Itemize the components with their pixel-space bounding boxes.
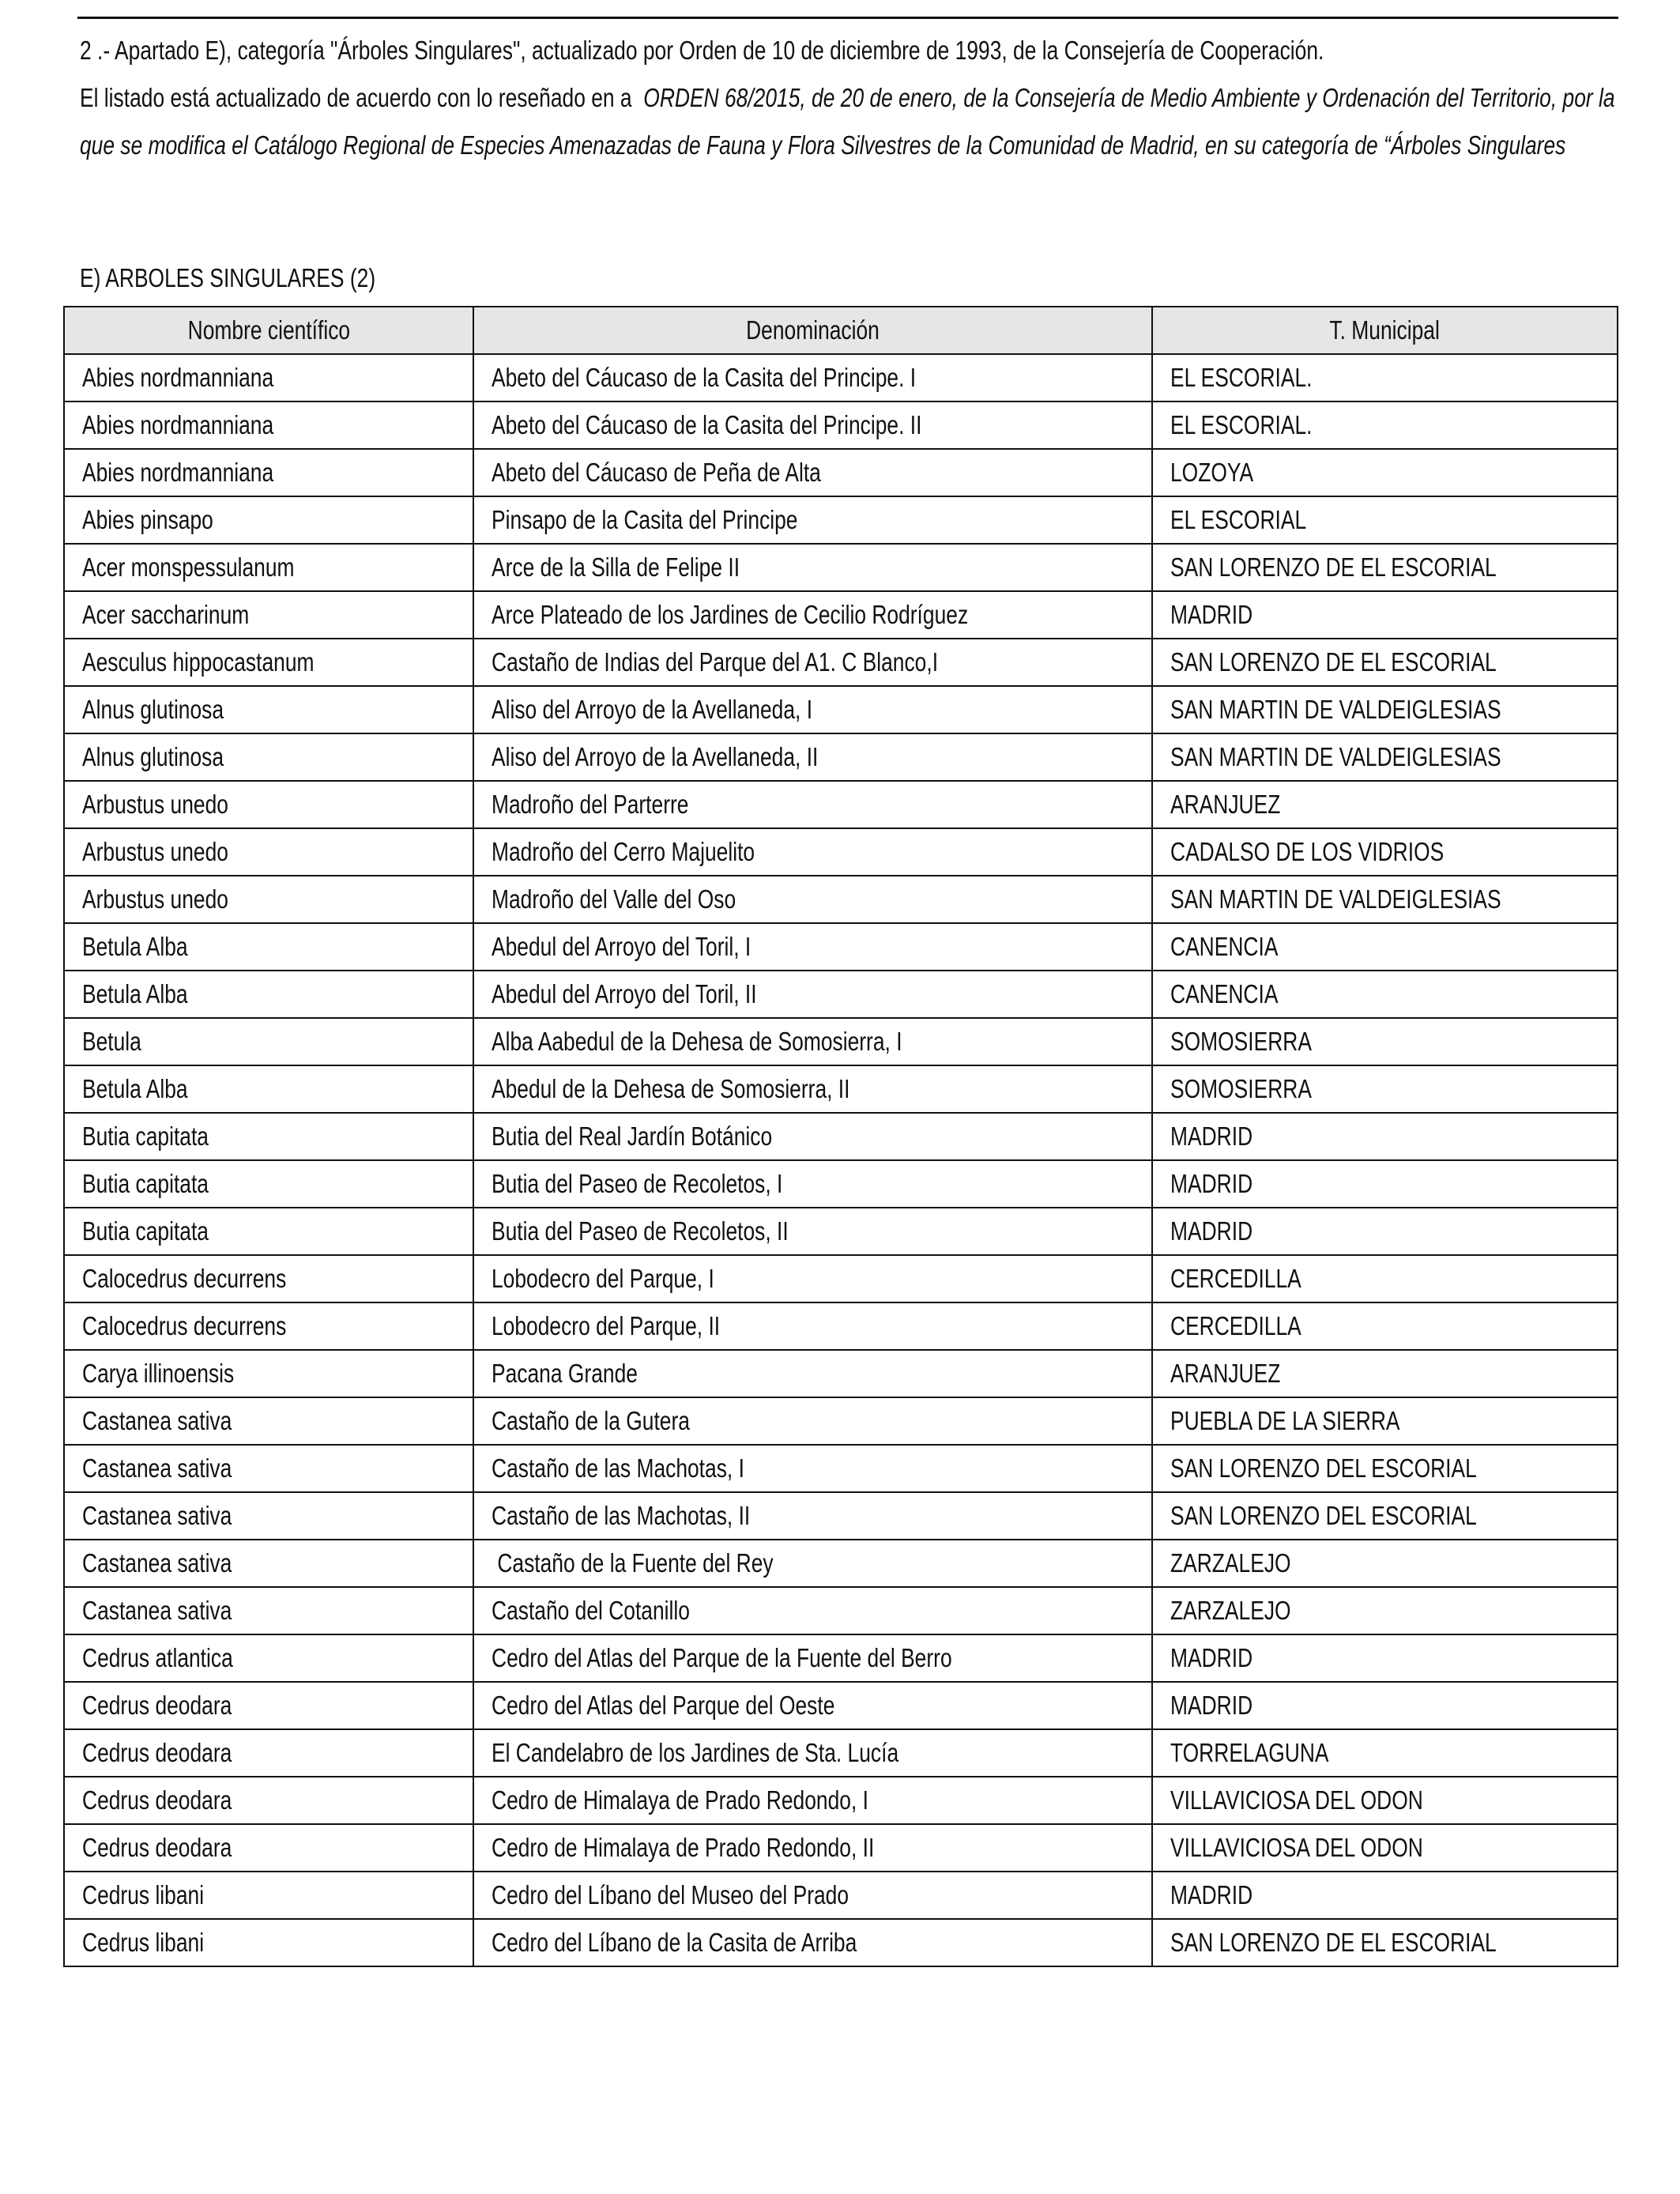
cell-municipality xyxy=(1152,1445,1618,1492)
cell-denomination-text: Lobodecro del Parque, II xyxy=(492,1311,721,1340)
cell-municipality-text: MADRID xyxy=(1170,1169,1253,1198)
cell-denomination xyxy=(473,1540,1152,1587)
cell-scientific-name xyxy=(64,639,473,686)
cell-denomination xyxy=(473,1492,1152,1540)
cell-denomination xyxy=(473,1018,1152,1065)
cell-scientific-name-text: Carya illinoensis xyxy=(82,1359,235,1388)
cell-denomination xyxy=(473,1445,1152,1492)
table-row xyxy=(64,1540,1618,1587)
cell-denomination-text: El Candelabro de los Jardines de Sta. Lucía xyxy=(492,1738,899,1767)
cell-municipality xyxy=(1152,354,1618,401)
section-title: E) ARBOLES SINGULARES (2) xyxy=(80,263,376,292)
cell-municipality-text: SAN LORENZO DE EL ESCORIAL xyxy=(1170,552,1497,582)
singular-trees-table xyxy=(63,306,1618,1967)
cell-denomination-text: Cedro del Líbano del Museo del Prado xyxy=(492,1880,849,1909)
cell-municipality-text: SAN LORENZO DE EL ESCORIAL xyxy=(1170,647,1497,677)
cell-denomination xyxy=(473,591,1152,639)
table-row xyxy=(64,1255,1618,1302)
cell-scientific-name xyxy=(64,1113,473,1160)
cell-denomination xyxy=(473,639,1152,686)
cell-scientific-name-text: Cedrus deodara xyxy=(82,1833,232,1862)
cell-denomination-text: Pinsapo de la Casita del Principe xyxy=(492,505,798,534)
cell-municipality xyxy=(1152,971,1618,1018)
cell-municipality-text: MADRID xyxy=(1170,1880,1253,1909)
table-row xyxy=(64,1302,1618,1350)
cell-scientific-name xyxy=(64,1160,473,1208)
cell-municipality-text: CADALSO DE LOS VIDRIOS xyxy=(1170,837,1445,866)
intro-text xyxy=(80,27,1618,169)
cell-municipality-text: MADRID xyxy=(1170,1691,1253,1720)
table-row xyxy=(64,544,1618,591)
cell-municipality-text: MADRID xyxy=(1170,600,1253,629)
cell-municipality xyxy=(1152,544,1618,591)
intro-line-1: 2 .- Apartado E), categoría "Árboles Singulares", actualizado por Orden de 10 de diciembre de 1993, de la Consejería de Cooperación. xyxy=(80,36,1324,65)
cell-scientific-name xyxy=(64,1872,473,1919)
cell-denomination-text: Castaño de las Machotas, II xyxy=(492,1501,751,1530)
cell-municipality xyxy=(1152,1634,1618,1682)
cell-scientific-name-text: Cedrus deodara xyxy=(82,1738,232,1767)
cell-denomination-text: Abedul del Arroyo del Toril, II xyxy=(492,979,757,1008)
cell-denomination xyxy=(473,1208,1152,1255)
cell-municipality-text: ZARZALEJO xyxy=(1170,1596,1291,1625)
cell-scientific-name-text: Castanea sativa xyxy=(82,1453,232,1483)
cell-municipality xyxy=(1152,1729,1618,1777)
cell-scientific-name xyxy=(64,591,473,639)
cell-municipality xyxy=(1152,1777,1618,1824)
cell-scientific-name xyxy=(64,876,473,923)
cell-municipality-text: TORRELAGUNA xyxy=(1170,1738,1329,1767)
cell-municipality-text: MADRID xyxy=(1170,1216,1253,1246)
cell-scientific-name-text: Cedrus libani xyxy=(82,1880,205,1909)
cell-scientific-name xyxy=(64,1018,473,1065)
cell-scientific-name-text: Castanea sativa xyxy=(82,1548,232,1578)
table-row xyxy=(64,496,1618,544)
cell-denomination-text: Butia del Paseo de Recoletos, I xyxy=(492,1169,783,1198)
cell-denomination xyxy=(473,828,1152,876)
cell-denomination xyxy=(473,1682,1152,1729)
top-rule xyxy=(77,17,1618,19)
cell-denomination-text: Madroño del Cerro Majuelito xyxy=(492,837,755,866)
cell-municipality xyxy=(1152,1018,1618,1065)
cell-scientific-name-text: Arbustus unedo xyxy=(82,837,228,866)
cell-scientific-name-text: Castanea sativa xyxy=(82,1501,232,1530)
cell-denomination xyxy=(473,1634,1152,1682)
cell-denomination-text: Arce Plateado de los Jardines de Cecilio Rodríguez xyxy=(492,600,969,629)
cell-scientific-name-text: Alnus glutinosa xyxy=(82,742,224,771)
cell-denomination-text: Cedro de Himalaya de Prado Redondo, II xyxy=(492,1833,875,1862)
cell-municipality-text: SAN LORENZO DEL ESCORIAL xyxy=(1170,1501,1477,1530)
cell-municipality xyxy=(1152,1682,1618,1729)
table-row xyxy=(64,639,1618,686)
cell-scientific-name-text: Butia capitata xyxy=(82,1216,209,1246)
cell-scientific-name xyxy=(64,1065,473,1113)
cell-scientific-name-text: Castanea sativa xyxy=(82,1406,232,1435)
cell-denomination xyxy=(473,544,1152,591)
cell-scientific-name-text: Butia capitata xyxy=(82,1122,209,1151)
cell-denomination-text: Aliso del Arroyo de la Avellaneda, II xyxy=(492,742,819,771)
cell-denomination-text: Castaño de la Gutera xyxy=(492,1406,690,1435)
table-row xyxy=(64,876,1618,923)
cell-scientific-name-text: Alnus glutinosa xyxy=(82,695,224,724)
cell-scientific-name-text: Calocedrus decurrens xyxy=(82,1264,287,1293)
cell-municipality xyxy=(1152,733,1618,781)
cell-scientific-name-text: Butia capitata xyxy=(82,1169,209,1198)
cell-denomination xyxy=(473,733,1152,781)
cell-denomination xyxy=(473,1350,1152,1397)
cell-denomination-text: Cedro del Atlas del Parque de la Fuente del Berro xyxy=(492,1643,952,1672)
cell-municipality-text: PUEBLA DE LA SIERRA xyxy=(1170,1406,1400,1435)
cell-scientific-name xyxy=(64,923,473,971)
table-row xyxy=(64,1587,1618,1634)
cell-denomination-text: Abeto del Cáucaso de Peña de Alta xyxy=(492,458,821,487)
intro-order-reference: ORDEN 68/2015, de 20 de enero, de la Consejería de Medio Ambiente y Ordenación del Territorio, por la que se modifica el Catálogo Regional de Especies Amenazadas de Fauna y Flora Silvestres de la Comunidad de Madrid, en su categoría de “Árboles Singulares xyxy=(80,83,1615,160)
cell-denomination-text: Arce de la Silla de Felipe II xyxy=(492,552,740,582)
cell-scientific-name-text: Betula Alba xyxy=(82,932,188,961)
cell-denomination-text: Castaño de las Machotas, I xyxy=(492,1453,744,1483)
table-row xyxy=(64,733,1618,781)
cell-denomination xyxy=(473,1824,1152,1872)
cell-denomination-text: Lobodecro del Parque, I xyxy=(492,1264,714,1293)
cell-scientific-name xyxy=(64,1492,473,1540)
cell-scientific-name xyxy=(64,1587,473,1634)
cell-scientific-name-text: Abies nordmanniana xyxy=(82,410,274,439)
cell-municipality-text: SAN LORENZO DE EL ESCORIAL xyxy=(1170,1928,1497,1957)
cell-denomination xyxy=(473,1587,1152,1634)
cell-municipality-text: ARANJUEZ xyxy=(1170,790,1281,819)
cell-denomination-text: Castaño de Indias del Parque del A1. C Blanco,I xyxy=(492,647,939,677)
cell-municipality xyxy=(1152,1208,1618,1255)
table-row xyxy=(64,1824,1618,1872)
cell-scientific-name xyxy=(64,401,473,449)
cell-denomination xyxy=(473,401,1152,449)
cell-denomination xyxy=(473,354,1152,401)
cell-municipality xyxy=(1152,1540,1618,1587)
table-row xyxy=(64,354,1618,401)
table-row xyxy=(64,1777,1618,1824)
table-row xyxy=(64,828,1618,876)
cell-scientific-name xyxy=(64,1634,473,1682)
cell-scientific-name xyxy=(64,1350,473,1397)
cell-denomination xyxy=(473,1919,1152,1966)
cell-denomination-text: Castaño del Cotanillo xyxy=(492,1596,690,1625)
cell-denomination-text: Abedul de la Dehesa de Somosierra, II xyxy=(492,1074,850,1103)
table-row xyxy=(64,1208,1618,1255)
column-header-municipality: T. Municipal xyxy=(1152,307,1618,354)
cell-denomination-text: Pacana Grande xyxy=(492,1359,638,1388)
cell-scientific-name xyxy=(64,1540,473,1587)
cell-scientific-name-text: Abies pinsapo xyxy=(82,505,213,534)
table-row xyxy=(64,401,1618,449)
cell-denomination xyxy=(473,496,1152,544)
table-row xyxy=(64,1018,1618,1065)
cell-municipality xyxy=(1152,686,1618,733)
cell-scientific-name-text: Cedrus libani xyxy=(82,1928,205,1957)
cell-municipality xyxy=(1152,1587,1618,1634)
table-row xyxy=(64,1065,1618,1113)
cell-municipality-text: SAN MARTIN DE VALDEIGLESIAS xyxy=(1170,742,1501,771)
column-header-scientific-name: Nombre científico xyxy=(64,307,473,354)
cell-municipality xyxy=(1152,1302,1618,1350)
table-row xyxy=(64,1872,1618,1919)
cell-municipality xyxy=(1152,1919,1618,1966)
cell-municipality-text: SAN LORENZO DEL ESCORIAL xyxy=(1170,1453,1477,1483)
cell-denomination-text: Castaño de la Fuente del Rey xyxy=(492,1548,774,1578)
cell-scientific-name-text: Abies nordmanniana xyxy=(82,458,274,487)
cell-scientific-name-text: Betula xyxy=(82,1027,141,1056)
cell-municipality xyxy=(1152,591,1618,639)
cell-scientific-name xyxy=(64,544,473,591)
cell-municipality-text: SAN MARTIN DE VALDEIGLESIAS xyxy=(1170,884,1501,914)
table-body xyxy=(64,354,1618,1966)
cell-scientific-name xyxy=(64,686,473,733)
cell-municipality xyxy=(1152,449,1618,496)
column-header-denomination: Denominación xyxy=(473,307,1152,354)
cell-municipality-text: VILLAVICIOSA DEL ODON xyxy=(1170,1833,1423,1862)
cell-scientific-name xyxy=(64,781,473,828)
cell-scientific-name-text: Cedrus atlantica xyxy=(82,1643,233,1672)
cell-scientific-name xyxy=(64,1255,473,1302)
cell-scientific-name-text: Calocedrus decurrens xyxy=(82,1311,287,1340)
cell-scientific-name xyxy=(64,733,473,781)
table-row xyxy=(64,449,1618,496)
cell-scientific-name xyxy=(64,1208,473,1255)
cell-scientific-name xyxy=(64,1919,473,1966)
cell-scientific-name-text: Betula Alba xyxy=(82,1074,188,1103)
cell-municipality xyxy=(1152,1113,1618,1160)
table-row xyxy=(64,1160,1618,1208)
table-row xyxy=(64,923,1618,971)
cell-municipality xyxy=(1152,1065,1618,1113)
cell-denomination-text: Alba Aabedul de la Dehesa de Somosierra, I xyxy=(492,1027,902,1056)
cell-municipality xyxy=(1152,1350,1618,1397)
cell-scientific-name xyxy=(64,1397,473,1445)
cell-scientific-name xyxy=(64,971,473,1018)
cell-scientific-name xyxy=(64,1682,473,1729)
cell-denomination-text: Butia del Paseo de Recoletos, II xyxy=(492,1216,789,1246)
cell-denomination xyxy=(473,876,1152,923)
cell-scientific-name xyxy=(64,1445,473,1492)
cell-denomination-text: Aliso del Arroyo de la Avellaneda, I xyxy=(492,695,813,724)
cell-scientific-name xyxy=(64,1302,473,1350)
cell-scientific-name-text: Betula Alba xyxy=(82,979,188,1008)
cell-denomination-text: Madroño del Parterre xyxy=(492,790,689,819)
intro-line-2-plain: El listado está actualizado de acuerdo con lo reseñado en a xyxy=(80,83,632,112)
cell-denomination xyxy=(473,1302,1152,1350)
cell-municipality xyxy=(1152,923,1618,971)
cell-municipality xyxy=(1152,1872,1618,1919)
cell-municipality xyxy=(1152,781,1618,828)
cell-municipality-text: CERCEDILLA xyxy=(1170,1311,1301,1340)
table-row xyxy=(64,1350,1618,1397)
cell-denomination xyxy=(473,1397,1152,1445)
cell-denomination xyxy=(473,923,1152,971)
cell-municipality-text: MADRID xyxy=(1170,1643,1253,1672)
cell-denomination xyxy=(473,1255,1152,1302)
cell-scientific-name xyxy=(64,496,473,544)
cell-municipality xyxy=(1152,496,1618,544)
cell-municipality xyxy=(1152,876,1618,923)
cell-denomination xyxy=(473,1160,1152,1208)
cell-municipality-text: EL ESCORIAL. xyxy=(1170,410,1313,439)
cell-denomination xyxy=(473,1872,1152,1919)
cell-scientific-name xyxy=(64,1824,473,1872)
cell-denomination-text: Cedro del Atlas del Parque del Oeste xyxy=(492,1691,835,1720)
table-row xyxy=(64,1682,1618,1729)
cell-municipality xyxy=(1152,1492,1618,1540)
cell-municipality-text: VILLAVICIOSA DEL ODON xyxy=(1170,1785,1423,1815)
cell-municipality-text: SOMOSIERRA xyxy=(1170,1074,1312,1103)
table-row xyxy=(64,1397,1618,1445)
cell-municipality-text: CERCEDILLA xyxy=(1170,1264,1301,1293)
cell-denomination xyxy=(473,1113,1152,1160)
cell-municipality xyxy=(1152,1824,1618,1872)
cell-denomination-text: Cedro del Líbano de la Casita de Arriba xyxy=(492,1928,857,1957)
cell-municipality-text: ZARZALEJO xyxy=(1170,1548,1291,1578)
table-header-row xyxy=(64,307,1618,354)
cell-denomination xyxy=(473,971,1152,1018)
cell-scientific-name xyxy=(64,354,473,401)
cell-denomination xyxy=(473,1729,1152,1777)
cell-municipality-text: LOZOYA xyxy=(1170,458,1254,487)
cell-scientific-name xyxy=(64,449,473,496)
cell-municipality xyxy=(1152,401,1618,449)
cell-denomination-text: Abedul del Arroyo del Toril, I xyxy=(492,932,751,961)
cell-scientific-name-text: Castanea sativa xyxy=(82,1596,232,1625)
table-row xyxy=(64,1113,1618,1160)
table-row xyxy=(64,591,1618,639)
cell-municipality-text: SOMOSIERRA xyxy=(1170,1027,1312,1056)
cell-municipality-text: SAN MARTIN DE VALDEIGLESIAS xyxy=(1170,695,1501,724)
table-row xyxy=(64,1492,1618,1540)
cell-denomination-text: Abeto del Cáucaso de la Casita del Principe. I xyxy=(492,363,917,392)
cell-municipality-text: MADRID xyxy=(1170,1122,1253,1151)
cell-denomination xyxy=(473,449,1152,496)
cell-municipality-text: EL ESCORIAL xyxy=(1170,505,1307,534)
cell-denomination xyxy=(473,781,1152,828)
intro-line-2 xyxy=(80,74,1618,169)
cell-scientific-name-text: Cedrus deodara xyxy=(82,1691,232,1720)
cell-municipality-text: CANENCIA xyxy=(1170,979,1279,1008)
table-row xyxy=(64,1919,1618,1966)
cell-scientific-name xyxy=(64,1729,473,1777)
cell-denomination-text: Cedro de Himalaya de Prado Redondo, I xyxy=(492,1785,868,1815)
cell-denomination-text: Abeto del Cáucaso de la Casita del Principe. II xyxy=(492,410,922,439)
cell-municipality xyxy=(1152,1255,1618,1302)
cell-scientific-name-text: Acer monspessulanum xyxy=(82,552,295,582)
cell-scientific-name-text: Arbustus unedo xyxy=(82,790,228,819)
cell-denomination-text: Madroño del Valle del Oso xyxy=(492,884,736,914)
cell-municipality xyxy=(1152,1397,1618,1445)
cell-municipality-text: CANENCIA xyxy=(1170,932,1279,961)
cell-scientific-name-text: Aesculus hippocastanum xyxy=(82,647,315,677)
cell-denomination-text: Butia del Real Jardín Botánico xyxy=(492,1122,773,1151)
table-row xyxy=(64,686,1618,733)
cell-denomination xyxy=(473,1065,1152,1113)
cell-municipality xyxy=(1152,639,1618,686)
table-row xyxy=(64,1729,1618,1777)
cell-scientific-name xyxy=(64,1777,473,1824)
cell-scientific-name-text: Cedrus deodara xyxy=(82,1785,232,1815)
cell-scientific-name-text: Acer saccharinum xyxy=(82,600,250,629)
table-row xyxy=(64,971,1618,1018)
cell-denomination xyxy=(473,1777,1152,1824)
cell-scientific-name xyxy=(64,828,473,876)
cell-scientific-name-text: Abies nordmanniana xyxy=(82,363,274,392)
cell-denomination xyxy=(473,686,1152,733)
table-row xyxy=(64,1445,1618,1492)
cell-municipality-text: EL ESCORIAL. xyxy=(1170,363,1313,392)
cell-municipality xyxy=(1152,828,1618,876)
cell-municipality xyxy=(1152,1160,1618,1208)
table-row xyxy=(64,1634,1618,1682)
table-row xyxy=(64,781,1618,828)
cell-municipality-text: ARANJUEZ xyxy=(1170,1359,1281,1388)
cell-scientific-name-text: Arbustus unedo xyxy=(82,884,228,914)
